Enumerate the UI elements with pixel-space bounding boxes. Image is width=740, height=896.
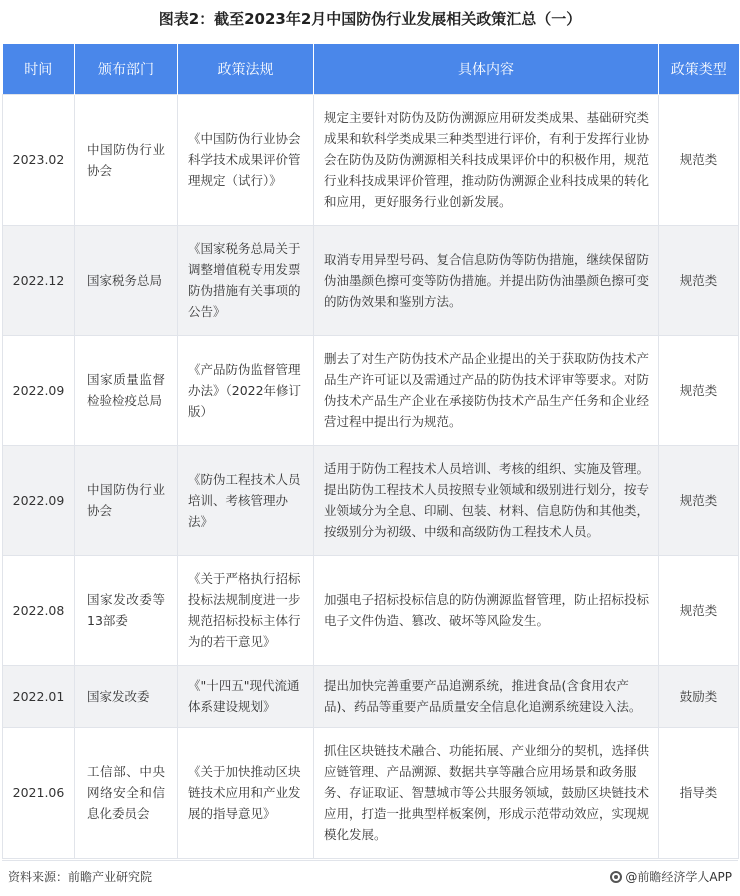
qianzhan-logo-icon	[610, 871, 622, 883]
cell-time: 2023.02	[3, 94, 75, 225]
cell-dept: 国家质量监督检验检疫总局	[75, 335, 178, 445]
cell-time: 2022.09	[3, 445, 75, 555]
cell-content: 抓住区块链技术融合、功能拓展、产业细分的契机，选择供应链管理、产品溯源、数据共享等融合应用场景和政务服务、存证取证、智慧城市等公共服务领域，鼓励区块链技术应用，打造一批典型样板案例，形成示范带动效应，实现规模化发展。	[314, 727, 659, 858]
cell-content: 提出加快完善重要产品追溯系统，推进食品(含食用农产品)、药品等重要产品质量安全信息化追溯系统建设入法。	[314, 665, 659, 727]
cell-policy: 《防伪工程技术人员培训、考核管理办法》	[178, 445, 314, 555]
cell-type: 鼓励类	[659, 665, 739, 727]
header-policy: 政策法规	[178, 44, 314, 94]
cell-dept: 中国防伪行业协会	[75, 94, 178, 225]
cell-dept: 国家发改委	[75, 665, 178, 727]
policy-table	[2, 44, 739, 859]
cell-time: 2022.12	[3, 225, 75, 335]
cell-type: 规范类	[659, 335, 739, 445]
cell-type: 规范类	[659, 445, 739, 555]
cell-dept: 国家税务总局	[75, 225, 178, 335]
cell-content: 取消专用异型号码、复合信息防伪等防伪措施，继续保留防伪油墨颜色擦可变等防伪措施。并提出防伪油墨颜色擦可变的防伪效果和鉴别方法。	[314, 225, 659, 335]
cell-type: 规范类	[659, 555, 739, 665]
table-row	[3, 555, 739, 665]
cell-time: 2022.08	[3, 555, 75, 665]
header-type: 政策类型	[659, 44, 739, 94]
table-row	[3, 335, 739, 445]
cell-dept: 国家发改委等13部委	[75, 555, 178, 665]
source-note: 资料来源：前瞻产业研究院	[8, 870, 153, 884]
header-dept: 颁布部门	[75, 44, 178, 94]
footer-divider	[2, 860, 738, 861]
cell-time: 2022.01	[3, 665, 75, 727]
table-row	[3, 445, 739, 555]
cell-policy: 《国家税务总局关于调整增值税专用发票防伪措施有关事项的公告》	[178, 225, 314, 335]
cell-type: 规范类	[659, 94, 739, 225]
cell-policy: 《关于加快推动区块链技术应用和产业发展的指导意见》	[178, 727, 314, 858]
cell-policy: 《关于严格执行招标投标法规制度进一步规范招标投标主体行为的若干意见》	[178, 555, 314, 665]
cell-type: 规范类	[659, 225, 739, 335]
cell-type: 指导类	[659, 727, 739, 858]
cell-content: 规定主要针对防伪及防伪溯源应用研发类成果、基础研究类成果和软科学类成果三种类型进行评价，有利于发挥行业协会在防伪及防伪溯源相关科技成果评价中的积极作用，规范行业科技成果评价管理，推动防伪溯源企业科技成果的转化和应用，更好服务行业创新发展。	[314, 94, 659, 225]
header-time: 时间	[3, 44, 75, 94]
table-row	[3, 727, 739, 858]
cell-policy: 《中国防伪行业协会科学技术成果评价管理规定（试行）》	[178, 94, 314, 225]
cell-policy: 《产品防伪监督管理办法》（2022年修订版）	[178, 335, 314, 445]
chart-title: 图表2：截至2023年2月中国防伪行业发展相关政策汇总（一）	[158, 10, 582, 28]
cell-time: 2022.09	[3, 335, 75, 445]
cell-dept: 中国防伪行业协会	[75, 445, 178, 555]
cell-content: 适用于防伪工程技术人员培训、考核的组织、实施及管理。提出防伪工程技术人员按照专业领域和级别进行划分，按专业领域分为全息、印刷、包装、材料、信息防伪和其他类，按级别分为初级、中级和高级防伪工程技术人员。	[314, 445, 659, 555]
table-row	[3, 665, 739, 727]
table-row	[3, 225, 739, 335]
cell-content: 删去了对生产防伪技术产品企业提出的关于获取防伪技术产品生产许可证以及需通过产品的防伪技术评审等要求。对防伪技术产品生产企业在承接防伪技术产品生产任务和企业经营过程中提出行为规范。	[314, 335, 659, 445]
cell-content: 加强电子招标投标信息的防伪溯源监督管理，防止招标投标电子文件伪造、篡改、破坏等风险发生。	[314, 555, 659, 665]
cell-dept: 工信部、中央网络安全和信息化委员会	[75, 727, 178, 858]
brand-label: @前瞻经济学人APP	[625, 870, 732, 884]
brand-credit	[610, 868, 732, 885]
table-row	[3, 94, 739, 225]
table-header-row	[3, 44, 739, 94]
footer	[0, 864, 740, 888]
cell-time: 2021.06	[3, 727, 75, 858]
cell-policy: 《"十四五"现代流通体系建设规划》	[178, 665, 314, 727]
header-content: 具体内容	[314, 44, 659, 94]
